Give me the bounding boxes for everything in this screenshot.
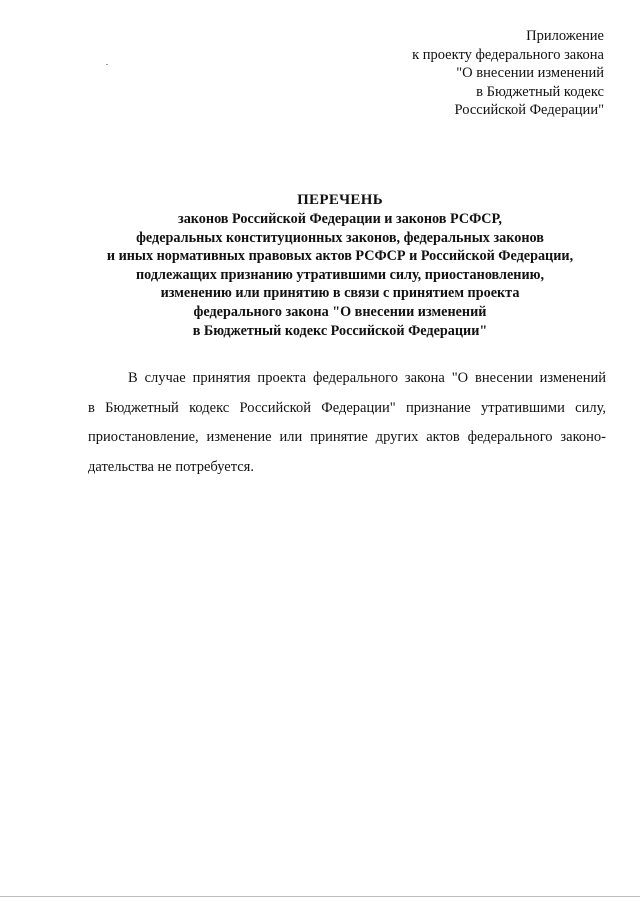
appendix-block (412, 27, 604, 120)
heading-line: изменению или принятию в связи с принятием проекта (160, 285, 520, 302)
scan-artifact (106, 64, 108, 65)
body-line: В случае принятия проекта федерального закона "О внесении изменений (128, 370, 606, 386)
appendix-line: Приложение (526, 28, 604, 44)
heading-line: в Бюджетный кодекс Российской Федерации" (192, 322, 488, 339)
body-line: приостановление, изменение или принятие других актов федерального законо- (88, 429, 606, 445)
body-line: дательства не потребуется. (88, 458, 254, 475)
heading-line: федеральных конституционных законов, федеральных законов (136, 229, 544, 246)
appendix-line: к проекту федерального закона (412, 46, 604, 63)
document-title: ПЕРЕЧЕНЬ (297, 192, 383, 208)
heading-line: подлежащих признанию утратившими силу, приостановлению, (135, 266, 545, 283)
appendix-line: в Бюджетный кодекс (476, 83, 604, 100)
appendix-line: Российской Федерации" (454, 102, 604, 118)
heading-line: федерального закона "О внесении изменений (193, 303, 487, 320)
heading-line: законов Российской Федерации и законов РСФСР, (178, 211, 502, 227)
body-paragraph (88, 364, 606, 482)
body-line: в Бюджетный кодекс Российской Федерации" признание утратившими силу, (88, 399, 606, 416)
heading-line: и иных нормативных правовых актов РСФСР и Российской Федерации, (106, 248, 574, 265)
page-bottom-edge (0, 896, 640, 897)
document-heading (80, 190, 600, 340)
appendix-line: "О внесении изменений (456, 65, 604, 81)
